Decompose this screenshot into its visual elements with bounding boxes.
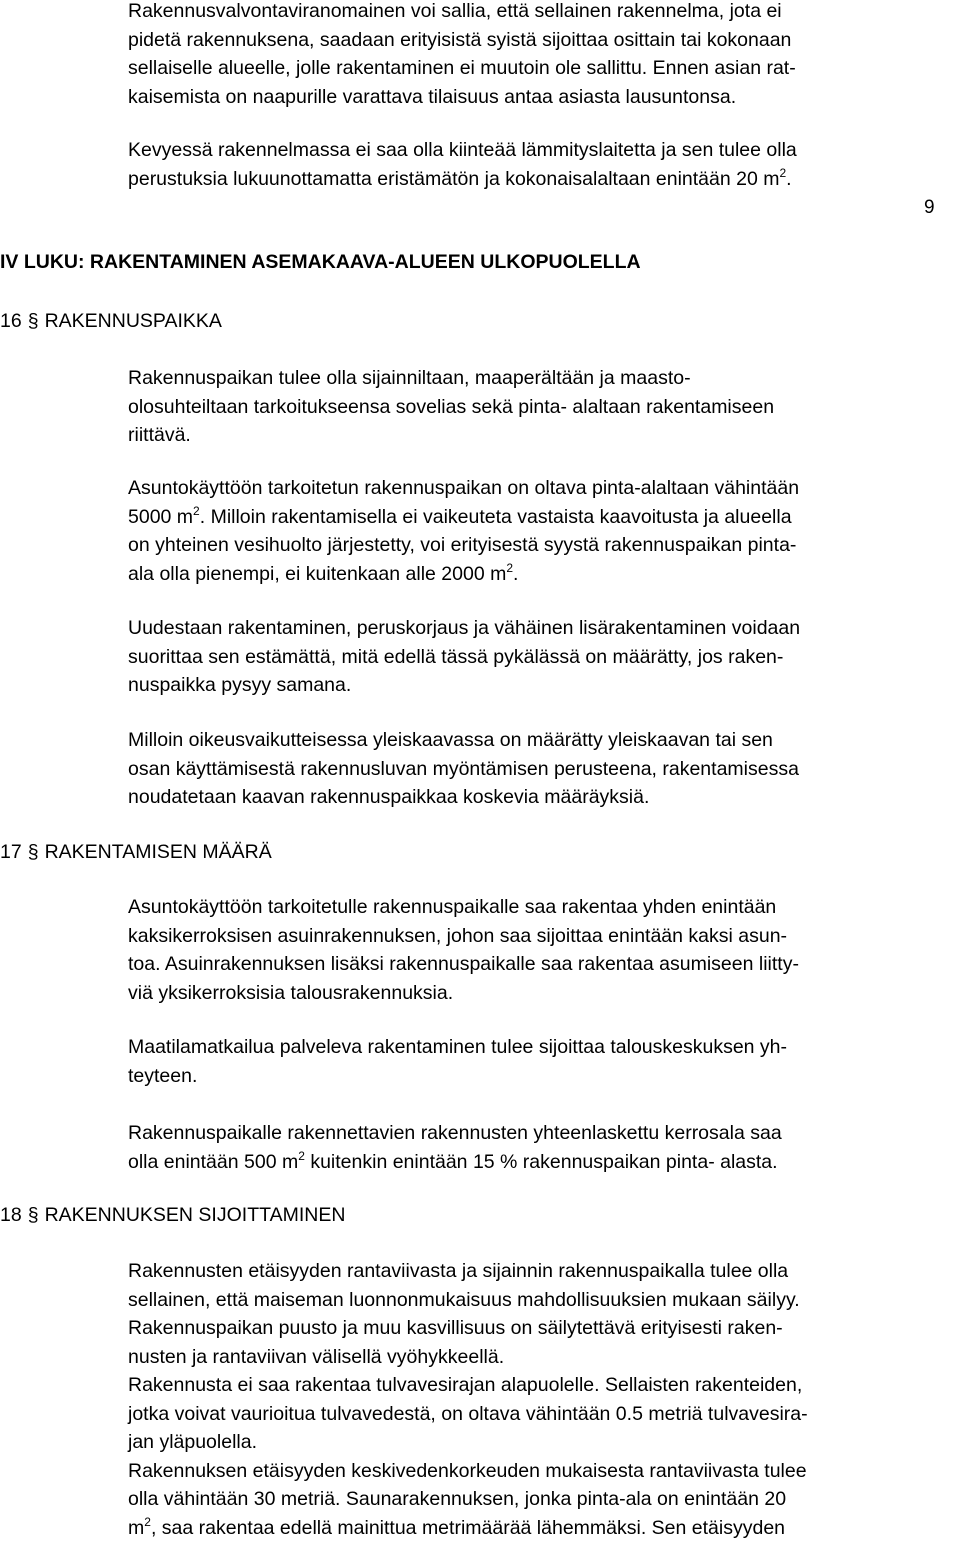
section-number: 17 bbox=[0, 841, 22, 863]
text-line: jotka voivat vaurioitua tulvavedestä, on oltava vähintään 0.5 metriä tulvavesira- bbox=[128, 1400, 952, 1429]
superscript: 2 bbox=[779, 166, 786, 180]
text-line: toa. Asuinrakennuksen lisäksi rakennuspaikalle saa rakentaa asumiseen liitty- bbox=[128, 950, 952, 979]
text-line: Rakennuksen etäisyyden keskivedenkorkeuden mukaisesta rantaviivasta tulee bbox=[128, 1457, 952, 1486]
section-16-paragraph-3 bbox=[128, 614, 952, 700]
text-run: . bbox=[513, 563, 518, 585]
section-title: RAKENNUSPAIKKA bbox=[45, 310, 222, 332]
text-line: Asuntokäyttöön tarkoitetun rakennuspaikan on oltava pinta-alaltaan vähintään bbox=[128, 474, 952, 503]
section-number: 18 bbox=[0, 1204, 22, 1226]
text-run: olla enintään 500 m bbox=[128, 1151, 298, 1173]
text-line: Asuntokäyttöön tarkoitetulle rakennuspaikalle saa rakentaa yhden enintään bbox=[128, 893, 952, 922]
section-17-paragraph-3 bbox=[128, 1119, 952, 1176]
text-line bbox=[128, 503, 952, 532]
section-16-paragraph-1 bbox=[128, 364, 952, 450]
text-line: riittävä. bbox=[128, 421, 952, 450]
intro-paragraph-2 bbox=[128, 136, 952, 193]
section-sign: § bbox=[28, 838, 39, 866]
section-17-paragraph-1 bbox=[128, 893, 952, 1007]
text-line bbox=[128, 1148, 952, 1177]
text-line: nuspaikka pysyy samana. bbox=[128, 671, 952, 700]
text-line: olosuhteiltaan tarkoitukseensa sovelias sekä pinta- alaltaan rakentamiseen bbox=[128, 393, 952, 422]
text-line: kaisemista on naapurille varattava tilaisuus antaa asiasta lausuntonsa. bbox=[128, 83, 952, 112]
text-line: sellainen, että maiseman luonnonmukaisuus mahdollisuuksien mukaan säilyy. bbox=[128, 1286, 952, 1315]
text-line: teyteen. bbox=[128, 1062, 952, 1091]
text-line: Uudestaan rakentaminen, peruskorjaus ja vähäinen lisärakentaminen voidaan bbox=[128, 614, 952, 643]
text-run: . bbox=[786, 168, 791, 190]
chapter-heading: IV LUKU: RAKENTAMINEN ASEMAKAAVA-ALUEEN ULKOPUOLELLA bbox=[0, 248, 641, 276]
text-line: Rakennusten etäisyyden rantaviivasta ja sijainnin rakennuspaikalla tulee olla bbox=[128, 1257, 952, 1286]
text-line: noudatetaan kaavan rakennuspaikkaa koskevia määräyksiä. bbox=[128, 783, 952, 812]
section-17-paragraph-2 bbox=[128, 1033, 952, 1090]
section-sign: § bbox=[28, 1201, 39, 1229]
section-heading-18 bbox=[0, 1201, 345, 1229]
section-number: 16 bbox=[0, 310, 22, 332]
superscript: 2 bbox=[298, 1149, 305, 1163]
superscript: 2 bbox=[193, 504, 200, 518]
superscript: 2 bbox=[506, 561, 513, 575]
text-line: on yhteinen vesihuolto järjestetty, voi erityisestä syystä rakennuspaikan pinta- bbox=[128, 531, 952, 560]
text-run: 5000 m bbox=[128, 506, 193, 528]
text-line: olla vähintään 30 metriä. Saunarakennuksen, jonka pinta-ala on enintään 20 bbox=[128, 1485, 952, 1514]
text-run: ala olla pienempi, ei kuitenkaan alle 2000 m bbox=[128, 563, 506, 585]
text-line: Milloin oikeusvaikutteisessa yleiskaavassa on määrätty yleiskaavan tai sen bbox=[128, 726, 952, 755]
text-line bbox=[128, 1514, 952, 1542]
text-line: osan käyttämisestä rakennusluvan myöntämisen perusteena, rakentamisessa bbox=[128, 755, 952, 784]
text-line: Rakennuspaikan tulee olla sijainniltaan, maaperältään ja maasto- bbox=[128, 364, 952, 393]
section-heading-17 bbox=[0, 838, 272, 866]
section-title: RAKENNUKSEN SIJOITTAMINEN bbox=[45, 1204, 346, 1226]
text-line: suorittaa sen estämättä, mitä edellä tässä pykälässä on määrätty, jos raken- bbox=[128, 643, 952, 672]
page-number: 9 bbox=[924, 196, 935, 220]
superscript: 2 bbox=[144, 1515, 151, 1529]
section-16-paragraph-2 bbox=[128, 474, 952, 588]
text-line: Rakennuspaikalle rakennettavien rakennusten yhteenlaskettu kerrosala saa bbox=[128, 1119, 952, 1148]
text-line: nusten ja rantaviivan välisellä vyöhykkeellä. bbox=[128, 1343, 952, 1372]
section-16-paragraph-4 bbox=[128, 726, 952, 812]
section-heading-16 bbox=[0, 307, 222, 335]
section-sign: § bbox=[28, 307, 39, 335]
text-line: Maatilamatkailua palveleva rakentaminen tulee sijoittaa talouskeskuksen yh- bbox=[128, 1033, 952, 1062]
text-line bbox=[128, 165, 952, 194]
text-line: Kevyessä rakennelmassa ei saa olla kiinteää lämmityslaitetta ja sen tulee olla bbox=[128, 136, 952, 165]
text-line: jan yläpuolella. bbox=[128, 1428, 952, 1457]
section-18-paragraph-1 bbox=[128, 1257, 952, 1542]
text-line: pidetä rakennuksena, saadaan erityisistä syistä sijoittaa osittain tai kokonaan bbox=[128, 26, 952, 55]
text-run: , saa rakentaa edellä mainittua metrimäärää lähemmäksi. Sen etäisyyden bbox=[151, 1517, 785, 1539]
text-run: perustuksia lukuunottamatta eristämätön ja kokonaisalaltaan enintään 20 m bbox=[128, 168, 779, 190]
text-line: viä yksikerroksisia talousrakennuksia. bbox=[128, 979, 952, 1008]
section-title: RAKENTAMISEN MÄÄRÄ bbox=[45, 841, 272, 863]
text-run: kuitenkin enintään 15 % rakennuspaikan pinta- alasta. bbox=[305, 1151, 778, 1173]
text-line: sellaiselle alueelle, jolle rakentaminen ei muutoin ole sallittu. Ennen asian rat- bbox=[128, 54, 952, 83]
text-line: Rakennusta ei saa rakentaa tulvavesirajan alapuolelle. Sellaisten rakenteiden, bbox=[128, 1371, 952, 1400]
text-line: kaksikerroksisen asuinrakennuksen, johon saa sijoittaa enintään kaksi asun- bbox=[128, 922, 952, 951]
text-run: m bbox=[128, 1517, 144, 1539]
intro-paragraph-1 bbox=[128, 0, 952, 111]
text-line: Rakennusvalvontaviranomainen voi sallia, että sellainen rakennelma, jota ei bbox=[128, 0, 952, 26]
text-line bbox=[128, 560, 952, 589]
text-run: . Milloin rakentamisella ei vaikeuteta vastaista kaavoitusta ja alueella bbox=[200, 506, 792, 528]
text-line: Rakennuspaikan puusto ja muu kasvillisuus on säilytettävä erityisesti raken- bbox=[128, 1314, 952, 1343]
